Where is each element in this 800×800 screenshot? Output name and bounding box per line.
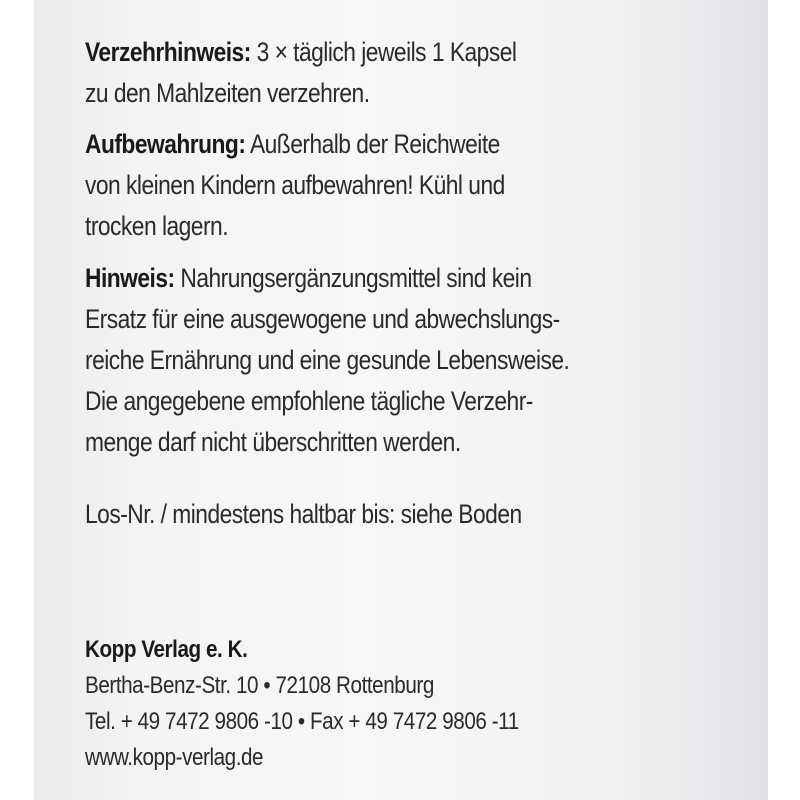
company-name: Kopp Verlag e. K. — [85, 636, 248, 663]
company-address: Bertha-Benz-Str. 10 • 72108 Rottenburg — [85, 672, 434, 699]
aufbewahrung-section — [85, 124, 739, 247]
aufbewahrung-label: Aufbewahrung: — [85, 129, 246, 159]
los-nr-text: Los-Nr. / mindestens haltbar bis: siehe Boden — [85, 499, 522, 529]
los-nr-section — [85, 494, 739, 535]
verzehrhinweis-label: Verzehrhinweis: — [85, 37, 251, 67]
hinweis-text-3: reiche Ernährung und eine gesunde Lebensweise. — [85, 345, 570, 375]
hinweis-label: Hinweis: — [85, 263, 175, 293]
aufbewahrung-text-3: trocken lagern. — [85, 211, 229, 241]
company-website: www.kopp-verlag.de — [85, 744, 264, 771]
hinweis-text-4: Die angegebene empfohlene tägliche Verzehr- — [85, 386, 533, 416]
hinweis-line-1 — [85, 258, 739, 299]
company-info — [85, 632, 739, 776]
aufbewahrung-line-1 — [85, 124, 739, 165]
verzehrhinweis-line-1 — [85, 32, 739, 73]
company-phone-fax: Tel. + 49 7472 9806 -10 • Fax + 49 7472 9806 -11 — [85, 708, 519, 735]
verzehrhinweis-section — [85, 32, 739, 114]
hinweis-text-2: Ersatz für eine ausgewogene und abwechslungs- — [85, 304, 560, 334]
aufbewahrung-text-2: von kleinen Kindern aufbewahren! Kühl und — [85, 170, 505, 200]
verzehrhinweis-text-1: 3 × täglich jeweils 1 Kapsel — [250, 37, 517, 67]
aufbewahrung-text-1: Außerhalb der Reichweite — [245, 129, 500, 159]
hinweis-section — [85, 258, 739, 463]
hinweis-text-5: menge darf nicht überschritten werden. — [85, 427, 461, 457]
product-label-panel — [34, 0, 768, 800]
hinweis-text-1: Nahrungsergänzungsmittel sind kein — [174, 263, 532, 293]
verzehrhinweis-text-2: zu den Mahlzeiten verzehren. — [85, 78, 370, 108]
